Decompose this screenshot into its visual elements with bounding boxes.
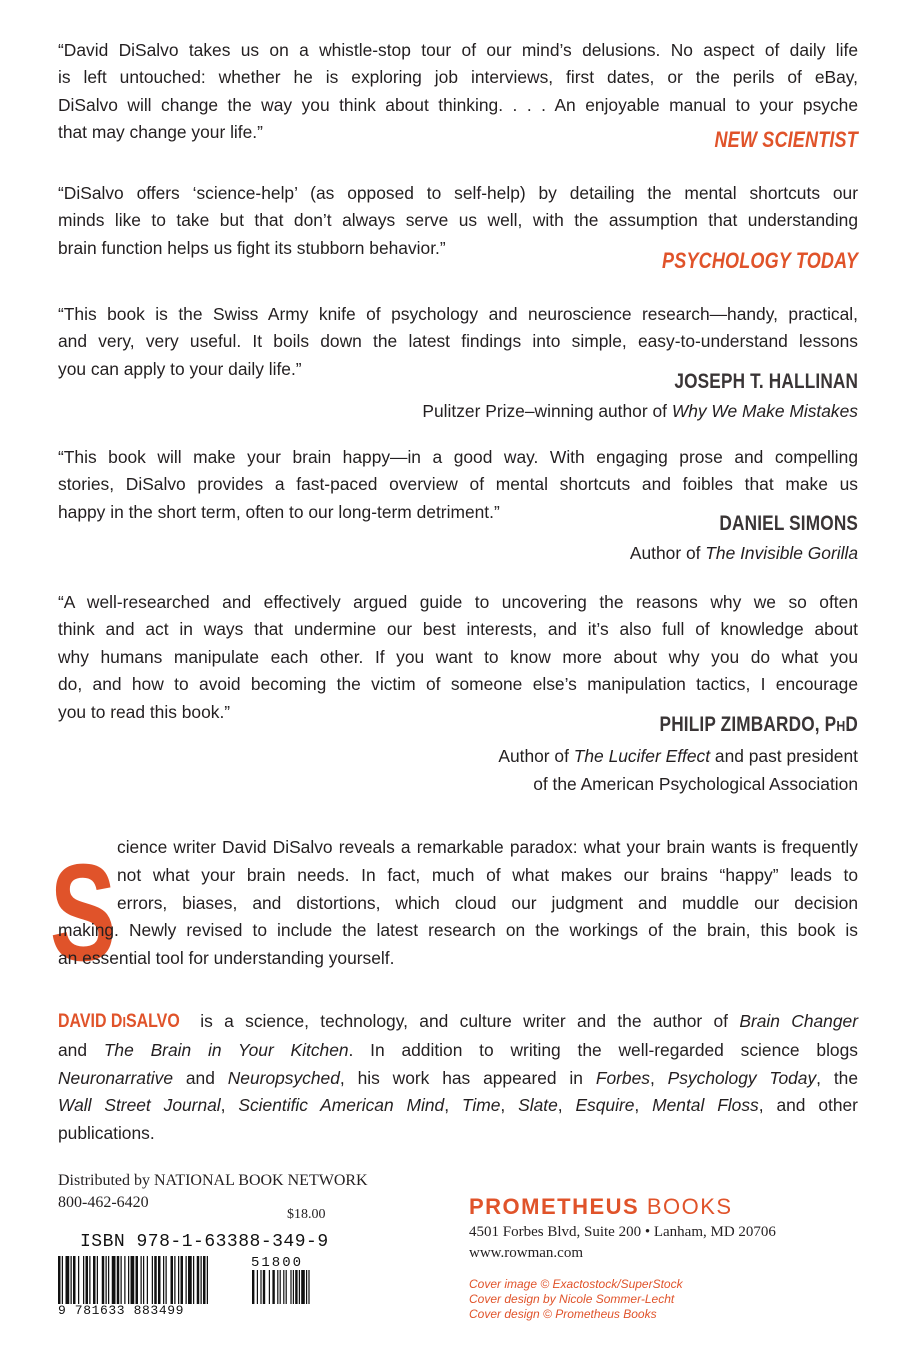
quote-line: is left untouched: whether he is exploring job interviews, first dates, or the perils of eBay, xyxy=(58,67,858,88)
quote-source-zimbardo: PHILIP ZIMBARDO, PhD xyxy=(659,713,858,736)
quote-line: you can apply to your daily life.” xyxy=(58,358,302,379)
barcode-bar xyxy=(154,1256,157,1304)
bio-line: publications. xyxy=(58,1123,155,1144)
barcode-bar xyxy=(260,1270,261,1304)
distributor: Distributed by NATIONAL BOOK NETWORK xyxy=(58,1172,368,1189)
barcode-bar xyxy=(301,1270,305,1304)
bio-title: Neuropsyched xyxy=(227,1067,340,1088)
quote-credit-zimbardo xyxy=(498,743,858,770)
quote-line: you to read this book.” xyxy=(58,701,231,722)
barcode-bar xyxy=(186,1256,187,1304)
credit-prefix: Author of xyxy=(498,746,574,766)
quote-line: “David DiSalvo takes us on a whistle-stop tour of our mind’s delusions. No aspect of daily life xyxy=(58,40,858,60)
barcode-bar xyxy=(108,1256,109,1304)
bio-text: , xyxy=(634,1095,653,1116)
barcode-bar xyxy=(188,1256,192,1304)
barcode-bar xyxy=(143,1256,144,1304)
barcode-bar xyxy=(121,1256,122,1304)
description-cont xyxy=(58,917,858,973)
price: $18.00 xyxy=(287,1207,326,1222)
barcode-bar xyxy=(66,1256,70,1304)
publisher-name-light: BOOKS xyxy=(639,1194,733,1219)
bio-title: Psychology Today xyxy=(667,1067,817,1088)
quote-zimbardo xyxy=(58,589,858,726)
barcode-bar xyxy=(78,1256,79,1304)
quote-line: why humans manipulate each other. If you want to know more about why you do what you xyxy=(58,646,858,667)
barcode-bar xyxy=(62,1256,63,1304)
bio-text: , xyxy=(220,1095,239,1116)
isbn-label: ISBN 978-1-63388-349-9 xyxy=(80,1232,329,1252)
barcode-bar xyxy=(86,1256,89,1304)
bio-line xyxy=(58,1037,858,1065)
credit-prefix: Author of xyxy=(629,543,706,563)
barcode-graphic xyxy=(58,1232,320,1314)
barcode-bar xyxy=(158,1256,161,1304)
barcode-bar xyxy=(171,1256,174,1304)
quote-credit-hallinan xyxy=(422,398,858,425)
bio-line xyxy=(58,1065,858,1093)
bio-text: , the xyxy=(816,1067,859,1088)
barcode-bar xyxy=(257,1270,258,1304)
quote-line: happy in the short term, often to our long-term detriment.” xyxy=(58,501,500,522)
quote-line: “A well-researched and effectively argued guide to uncovering the reasons why we so often xyxy=(58,592,858,612)
barcode-bar xyxy=(71,1256,72,1304)
barcode-bar xyxy=(290,1270,291,1304)
bio-title: Slate xyxy=(518,1095,558,1116)
barcode-bar xyxy=(73,1256,76,1304)
credit-title: The Lucifer Effect xyxy=(573,746,711,766)
bio-text: . In addition to writing the well-regarded science blogs xyxy=(348,1039,858,1060)
quote-source-new-scientist: NEW SCIENTIST xyxy=(714,127,858,152)
publisher-name-bold: PROMETHEUS xyxy=(469,1194,640,1219)
barcode-bar xyxy=(163,1256,164,1304)
quote-line: DiSalvo will change the way you think about thinking. . . . An enjoyable manual to your psyche xyxy=(58,94,858,115)
author-bio xyxy=(58,1008,858,1148)
publisher-website: www.rowman.com xyxy=(469,1245,584,1261)
author-name: DAVID DISALVO xyxy=(58,1011,180,1032)
credit-suffix: and past president xyxy=(710,746,858,766)
quote-line: and very, very useful. It boils down the latest findings into simple, easy-to-understand lessons xyxy=(58,331,858,352)
dropcap-letter: S xyxy=(49,836,117,990)
quote-line: that may change your life.” xyxy=(58,122,263,143)
quote-source-psychology-today: PSYCHOLOGY TODAY xyxy=(661,248,858,273)
barcode-bar xyxy=(263,1270,265,1304)
publisher-address: 4501 Forbes Blvd, Suite 200 • Lanham, MD 20706 xyxy=(469,1224,776,1240)
quote-credit-zimbardo-line2: of the American Psychological Association xyxy=(533,774,858,794)
barcode-bar xyxy=(166,1256,167,1304)
barcode-bar xyxy=(102,1256,105,1304)
barcode-bar xyxy=(280,1270,281,1304)
bio-text: , xyxy=(500,1095,519,1116)
bio-title: The Brain in Your Kitchen xyxy=(103,1039,349,1060)
barcode-bar xyxy=(83,1256,84,1304)
quote-line: stories, DiSalvo provides a fast-paced overview of mental shortcuts and foibles that make us xyxy=(58,474,858,495)
description-line: an essential tool for understanding yourself. xyxy=(58,947,395,968)
bio-line xyxy=(58,1008,858,1037)
bio-text: and xyxy=(58,1039,104,1060)
bio-text: , his work has appeared in xyxy=(339,1067,596,1088)
barcode-bar xyxy=(269,1270,270,1304)
quote-credit-simons xyxy=(630,540,858,567)
barcode-bar xyxy=(58,1256,61,1304)
bio-title: Wall Street Journal xyxy=(58,1095,221,1116)
name-smallcaps: I xyxy=(122,1014,126,1031)
barcode-bar xyxy=(197,1256,200,1304)
quote-line: brain function helps us fight its stubborn behavior.” xyxy=(58,237,446,258)
barcode-bar xyxy=(106,1256,107,1304)
barcode xyxy=(58,1232,320,1314)
cover-credit: Cover design © Prometheus Books xyxy=(469,1307,657,1321)
barcode-bar xyxy=(283,1270,284,1304)
price-code: 51800 xyxy=(251,1255,304,1271)
barcode-bar xyxy=(128,1256,129,1304)
description-line: making. Newly revised to include the latest research on the workings of the brain, this book is xyxy=(58,920,858,940)
barcode-bar xyxy=(117,1256,120,1304)
publisher-logo xyxy=(469,1194,733,1220)
quote-line: “This book is the Swiss Army knife of psychology and neuroscience research—handy, practical, xyxy=(58,304,858,324)
barcode-bar xyxy=(97,1256,98,1304)
credit-title: The Invisible Gorilla xyxy=(705,543,858,563)
barcode-bar xyxy=(277,1270,278,1304)
bio-title: Neuronarrative xyxy=(58,1067,174,1088)
bio-text: and xyxy=(173,1067,228,1088)
cover-credit: Cover image © Exactostock/SuperStock xyxy=(469,1277,683,1291)
barcode-bar xyxy=(93,1256,96,1304)
quote-line: do, and how to avoid becoming the victim of someone else’s manipulation tactics, I encourage xyxy=(58,674,858,695)
barcode-digits: 9 781633 883499 xyxy=(58,1303,185,1318)
degree-smallcaps: PhD xyxy=(824,713,858,736)
description-line: not what your brain needs. In fact, much of what makes our brains “happy” leads to xyxy=(117,864,858,885)
bio-title: Forbes xyxy=(595,1067,650,1088)
barcode-bar xyxy=(178,1256,179,1304)
bio-title: Time xyxy=(461,1095,501,1116)
credit-prefix: Pulitzer Prize–winning author of xyxy=(422,401,672,421)
barcode-bar xyxy=(136,1256,139,1304)
bio-text: , xyxy=(649,1067,668,1088)
barcode-bar xyxy=(112,1256,116,1304)
barcode-bar xyxy=(181,1256,184,1304)
cover-credit: Cover design by Nicole Sommer-Lecht xyxy=(469,1292,675,1306)
barcode-bar xyxy=(272,1270,274,1304)
bio-line xyxy=(58,1092,858,1120)
barcode-bar xyxy=(152,1256,153,1304)
quote-line: minds like to take but that don’t always serve us well, with the assumption that understanding xyxy=(58,210,858,231)
barcode-bar xyxy=(203,1256,206,1304)
barcode-bar xyxy=(252,1270,254,1304)
barcode-bar xyxy=(299,1270,300,1304)
bio-text: , xyxy=(444,1095,462,1116)
quote-line: “DiSalvo offers ‘science-help’ (as opposed to self-help) by detailing the mental shortcuts our xyxy=(58,183,858,203)
barcode-bar xyxy=(131,1256,135,1304)
barcode-bar xyxy=(147,1256,148,1304)
description xyxy=(117,834,858,917)
quote-line: think and act in ways that undermine our best interests, and it’s also full of knowledge about xyxy=(58,619,858,640)
barcode-bar xyxy=(293,1270,294,1304)
barcode-bar xyxy=(89,1256,90,1304)
barcode-bar xyxy=(141,1256,142,1304)
description-line: cience writer David DiSalvo reveals a remarkable paradox: what your brain wants is frequently xyxy=(117,837,858,857)
quote-source-hallinan: JOSEPH T. HALLINAN xyxy=(674,370,858,393)
bio-title: Esquire xyxy=(575,1095,635,1116)
bio-text: is a science, technology, and culture writer and the author of xyxy=(188,1011,740,1031)
barcode-bar xyxy=(174,1256,175,1304)
description-line: errors, biases, and distortions, which cloud our judgment and muddle our decision xyxy=(117,892,858,913)
distributor-phone: 800-462-6420 xyxy=(58,1194,149,1211)
bio-title: Brain Changer xyxy=(739,1011,858,1031)
barcode-bar xyxy=(193,1256,194,1304)
barcode-bar xyxy=(308,1270,309,1304)
bio-text: , and other xyxy=(758,1095,858,1116)
quote-source-simons: DANIEL SIMONS xyxy=(719,512,858,535)
barcode-bar xyxy=(207,1256,208,1304)
barcode-bar xyxy=(295,1270,297,1304)
barcode-bar xyxy=(286,1270,287,1304)
bio-title: Scientific American Mind xyxy=(238,1095,445,1116)
bio-text: , xyxy=(557,1095,576,1116)
bio-title: Mental Floss xyxy=(652,1095,759,1116)
credit-title: Why We Make Mistakes xyxy=(671,401,858,421)
quote-line: “This book will make your brain happy—in a good way. With engaging prose and compelling xyxy=(58,447,858,467)
barcode-bar xyxy=(201,1256,202,1304)
barcode-bar xyxy=(124,1256,125,1304)
barcode-bar xyxy=(306,1270,307,1304)
